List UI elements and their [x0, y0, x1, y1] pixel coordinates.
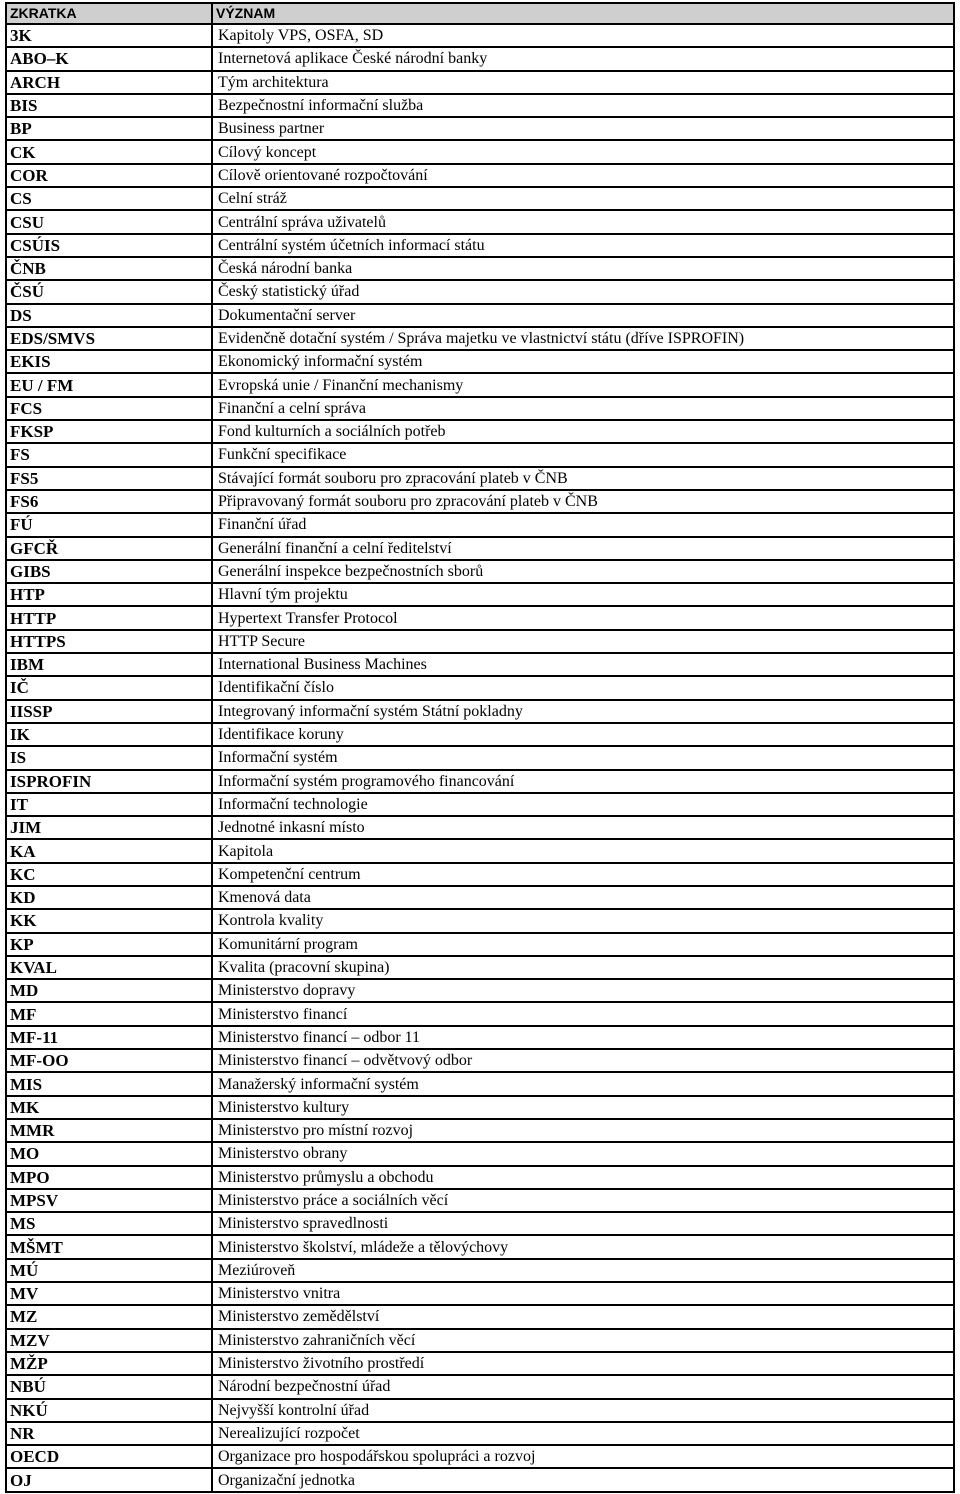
meaning-cell: Kapitola [212, 839, 954, 862]
abbreviations-table [5, 2, 955, 1493]
abbreviation-cell: KP [6, 933, 212, 956]
abbreviation-cell: KK [6, 909, 212, 932]
meaning-cell: Komunitární program [212, 933, 954, 956]
table-row [6, 397, 954, 420]
table-row [6, 723, 954, 746]
abbreviation-cell: MZ [6, 1305, 212, 1328]
meaning-cell: Organizační jednotka [212, 1468, 954, 1491]
meaning-cell: Organizace pro hospodářskou spolupráci a rozvoj [212, 1445, 954, 1468]
abbreviation-cell: IISSP [6, 700, 212, 723]
meaning-cell: Ekonomický informační systém [212, 350, 954, 373]
abbreviation-cell: NR [6, 1422, 212, 1445]
table-row [6, 1119, 954, 1142]
table-row [6, 71, 954, 94]
abbreviation-cell: HTP [6, 583, 212, 606]
header-meaning: VÝZNAM [212, 3, 954, 24]
meaning-cell: Cílový koncept [212, 140, 954, 163]
meaning-cell: Ministerstvo obrany [212, 1142, 954, 1165]
meaning-cell: Meziúroveň [212, 1259, 954, 1282]
abbreviation-cell: DS [6, 304, 212, 327]
abbreviation-cell: MF [6, 1002, 212, 1025]
meaning-cell: Jednotné inkasní místo [212, 816, 954, 839]
abbreviation-cell: IS [6, 746, 212, 769]
table-row [6, 327, 954, 350]
meaning-cell: Fond kulturních a sociálních potřeb [212, 420, 954, 443]
meaning-cell: Celní stráž [212, 187, 954, 210]
meaning-cell: Internetová aplikace České národní banky [212, 47, 954, 70]
table-row [6, 304, 954, 327]
table-row [6, 210, 954, 233]
meaning-cell: Připravovaný formát souboru pro zpracování plateb v ČNB [212, 490, 954, 513]
abbreviation-cell: CSU [6, 210, 212, 233]
abbreviation-cell: NBÚ [6, 1375, 212, 1398]
abbreviation-cell: EKIS [6, 350, 212, 373]
abbreviation-cell: IČ [6, 676, 212, 699]
meaning-cell: Generální inspekce bezpečnostních sborů [212, 560, 954, 583]
meaning-cell: Stávající formát souboru pro zpracování plateb v ČNB [212, 467, 954, 490]
table-row [6, 630, 954, 653]
abbreviation-cell: KC [6, 863, 212, 886]
table-row [6, 1329, 954, 1352]
meaning-cell: Ministerstvo průmyslu a obchodu [212, 1166, 954, 1189]
abbreviation-cell: ČNB [6, 257, 212, 280]
meaning-cell: Ministerstvo práce a sociálních věcí [212, 1189, 954, 1212]
abbreviation-cell: HTTPS [6, 630, 212, 653]
meaning-cell: Centrální systém účetních informací státu [212, 234, 954, 257]
table-row [6, 1282, 954, 1305]
meaning-cell: Ministerstvo financí – odbor 11 [212, 1026, 954, 1049]
meaning-cell: Kvalita (pracovní skupina) [212, 956, 954, 979]
meaning-cell: Hypertext Transfer Protocol [212, 606, 954, 629]
abbreviation-cell: KA [6, 839, 212, 862]
meaning-cell: Hlavní tým projektu [212, 583, 954, 606]
table-row [6, 373, 954, 396]
table-row [6, 47, 954, 70]
meaning-cell: Identifikační číslo [212, 676, 954, 699]
table-row [6, 1468, 954, 1491]
table-row [6, 1352, 954, 1375]
meaning-cell: Kontrola kvality [212, 909, 954, 932]
table-row [6, 956, 954, 979]
abbreviation-cell: JIM [6, 816, 212, 839]
table-row [6, 583, 954, 606]
table-row [6, 1026, 954, 1049]
table-row [6, 560, 954, 583]
abbreviation-cell: MŠMT [6, 1235, 212, 1258]
table-header-row [6, 3, 954, 24]
table-row [6, 443, 954, 466]
table-row [6, 1002, 954, 1025]
meaning-cell: Evidenčně dotační systém / Správa majetku ve vlastnictví státu (dříve ISPROFIN) [212, 327, 954, 350]
table-row [6, 1049, 954, 1072]
meaning-cell: Finanční úřad [212, 513, 954, 536]
meaning-cell: Cílově orientované rozpočtování [212, 164, 954, 187]
table-row [6, 1375, 954, 1398]
abbreviation-cell: MF-OO [6, 1049, 212, 1072]
abbreviation-cell: MO [6, 1142, 212, 1165]
meaning-cell: Kmenová data [212, 886, 954, 909]
abbreviation-cell: FS6 [6, 490, 212, 513]
table-row [6, 257, 954, 280]
abbreviation-cell: FS [6, 443, 212, 466]
meaning-cell: Ministerstvo kultury [212, 1096, 954, 1119]
table-row [6, 164, 954, 187]
abbreviation-cell: OECD [6, 1445, 212, 1468]
table-row [6, 909, 954, 932]
meaning-cell: Ministerstvo vnitra [212, 1282, 954, 1305]
abbreviation-cell: MZV [6, 1329, 212, 1352]
abbreviation-cell: FS5 [6, 467, 212, 490]
meaning-cell: Business partner [212, 117, 954, 140]
table-row [6, 94, 954, 117]
meaning-cell: Ministerstvo financí – odvětvový odbor [212, 1049, 954, 1072]
table-row [6, 676, 954, 699]
meaning-cell: Informační systém [212, 746, 954, 769]
abbreviation-cell: MD [6, 979, 212, 1002]
meaning-cell: Česká národní banka [212, 257, 954, 280]
abbreviation-cell: GFCŘ [6, 537, 212, 560]
table-row [6, 537, 954, 560]
meaning-cell: Kapitoly VPS, OSFA, SD [212, 24, 954, 47]
meaning-cell: HTTP Secure [212, 630, 954, 653]
table-row [6, 933, 954, 956]
meaning-cell: Nerealizující rozpočet [212, 1422, 954, 1445]
table-row [6, 606, 954, 629]
table-row [6, 1072, 954, 1095]
abbreviation-cell: IBM [6, 653, 212, 676]
table-row [6, 1212, 954, 1235]
abbreviation-cell: ČSÚ [6, 280, 212, 303]
table-row [6, 1096, 954, 1119]
meaning-cell: Evropská unie / Finanční mechanismy [212, 373, 954, 396]
table-body [6, 24, 954, 1492]
abbreviation-cell: NKÚ [6, 1399, 212, 1422]
table-row [6, 117, 954, 140]
table-row [6, 979, 954, 1002]
table-row [6, 140, 954, 163]
meaning-cell: Dokumentační server [212, 304, 954, 327]
table-row [6, 187, 954, 210]
table-row [6, 24, 954, 47]
abbreviation-cell: OJ [6, 1468, 212, 1491]
abbreviation-cell: EDS/SMVS [6, 327, 212, 350]
abbreviation-cell: ABO–K [6, 47, 212, 70]
table-row [6, 350, 954, 373]
abbreviation-cell: MF-11 [6, 1026, 212, 1049]
meaning-cell: Centrální správa uživatelů [212, 210, 954, 233]
abbreviation-cell: FKSP [6, 420, 212, 443]
abbreviation-cell: MÚ [6, 1259, 212, 1282]
abbreviation-cell: MV [6, 1282, 212, 1305]
table-row [6, 863, 954, 886]
meaning-cell: Ministerstvo spravedlnosti [212, 1212, 954, 1235]
table-row [6, 1166, 954, 1189]
meaning-cell: Integrovaný informační systém Státní pokladny [212, 700, 954, 723]
meaning-cell: Finanční a celní správa [212, 397, 954, 420]
abbreviation-cell: EU / FM [6, 373, 212, 396]
abbreviation-cell: GIBS [6, 560, 212, 583]
abbreviation-cell: IK [6, 723, 212, 746]
abbreviation-cell: ISPROFIN [6, 770, 212, 793]
table-row [6, 746, 954, 769]
meaning-cell: Tým architektura [212, 71, 954, 94]
abbreviation-cell: MIS [6, 1072, 212, 1095]
table-row [6, 839, 954, 862]
table-row [6, 886, 954, 909]
table-row [6, 793, 954, 816]
abbreviation-cell: BIS [6, 94, 212, 117]
meaning-cell: Kompetenční centrum [212, 863, 954, 886]
meaning-cell: Informační technologie [212, 793, 954, 816]
table-row [6, 653, 954, 676]
meaning-cell: Český statistický úřad [212, 280, 954, 303]
abbreviation-cell: MPSV [6, 1189, 212, 1212]
table-row [6, 1399, 954, 1422]
meaning-cell: Ministerstvo životního prostředí [212, 1352, 954, 1375]
table-row [6, 280, 954, 303]
table-row [6, 1445, 954, 1468]
meaning-cell: Manažerský informační systém [212, 1072, 954, 1095]
abbreviation-cell: MPO [6, 1166, 212, 1189]
meaning-cell: International Business Machines [212, 653, 954, 676]
abbreviation-cell: IT [6, 793, 212, 816]
abbreviation-cell: CSÚIS [6, 234, 212, 257]
table-row [6, 513, 954, 536]
table-row [6, 1235, 954, 1258]
meaning-cell: Generální finanční a celní ředitelství [212, 537, 954, 560]
table-row [6, 490, 954, 513]
meaning-cell: Informační systém programového financování [212, 770, 954, 793]
table-row [6, 420, 954, 443]
table-row [6, 1189, 954, 1212]
table-row [6, 1305, 954, 1328]
abbreviation-cell: KVAL [6, 956, 212, 979]
meaning-cell: Ministerstvo pro místní rozvoj [212, 1119, 954, 1142]
meaning-cell: Bezpečnostní informační služba [212, 94, 954, 117]
table-row [6, 1142, 954, 1165]
abbreviation-cell: CS [6, 187, 212, 210]
table-row [6, 816, 954, 839]
table-row [6, 700, 954, 723]
abbreviation-cell: CK [6, 140, 212, 163]
table-row [6, 1259, 954, 1282]
table-row [6, 467, 954, 490]
table-row [6, 234, 954, 257]
abbreviation-cell: MS [6, 1212, 212, 1235]
meaning-cell: Ministerstvo dopravy [212, 979, 954, 1002]
meaning-cell: Národní bezpečnostní úřad [212, 1375, 954, 1398]
abbreviation-cell: FÚ [6, 513, 212, 536]
abbreviation-cell: COR [6, 164, 212, 187]
abbreviation-cell: 3K [6, 24, 212, 47]
table-row [6, 770, 954, 793]
abbreviation-cell: ARCH [6, 71, 212, 94]
meaning-cell: Ministerstvo financí [212, 1002, 954, 1025]
abbreviation-cell: BP [6, 117, 212, 140]
header-abbreviation: ZKRATKA [6, 3, 212, 24]
abbreviation-cell: MMR [6, 1119, 212, 1142]
meaning-cell: Ministerstvo zahraničních věcí [212, 1329, 954, 1352]
meaning-cell: Nejvyšší kontrolní úřad [212, 1399, 954, 1422]
abbreviation-cell: MK [6, 1096, 212, 1119]
abbreviation-cell: MŽP [6, 1352, 212, 1375]
abbreviation-cell: FCS [6, 397, 212, 420]
table-row [6, 1422, 954, 1445]
abbreviation-cell: KD [6, 886, 212, 909]
meaning-cell: Ministerstvo zemědělství [212, 1305, 954, 1328]
meaning-cell: Funkční specifikace [212, 443, 954, 466]
meaning-cell: Ministerstvo školství, mládeže a tělovýchovy [212, 1235, 954, 1258]
meaning-cell: Identifikace koruny [212, 723, 954, 746]
abbreviation-cell: HTTP [6, 606, 212, 629]
